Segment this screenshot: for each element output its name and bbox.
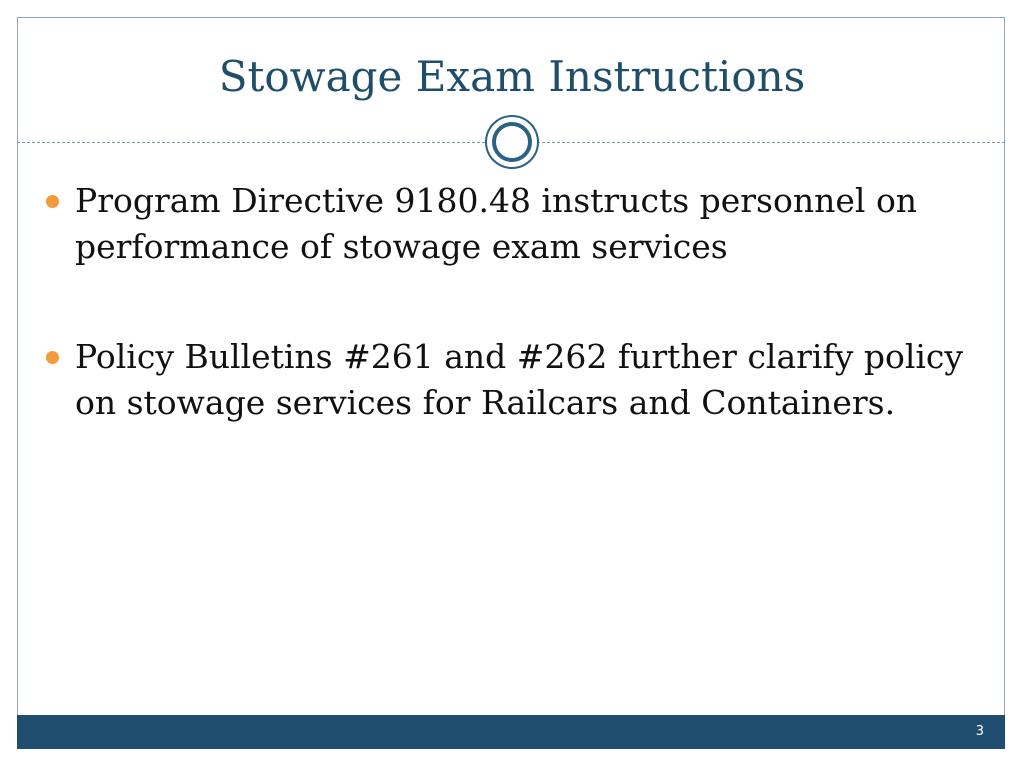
bullet-list (44, 178, 984, 490)
bullet-item (44, 334, 984, 426)
page-number: 3 (975, 724, 984, 739)
bullet-text: Policy Bulletins #261 and #262 further clarify policy on stowage services for Railcars and Containers. (75, 337, 964, 422)
circle-ornament-inner-ring (492, 122, 532, 162)
bullet-item (44, 178, 984, 270)
slide-title: Stowage Exam Instructions (218, 52, 806, 101)
circle-ornament-icon (485, 115, 539, 169)
bullet-dot-icon (46, 351, 59, 364)
footer-bar (17, 715, 1005, 749)
bullet-text: Program Directive 9180.48 instructs personnel on performance of stowage exam services (75, 181, 918, 266)
bullet-dot-icon (46, 195, 59, 208)
